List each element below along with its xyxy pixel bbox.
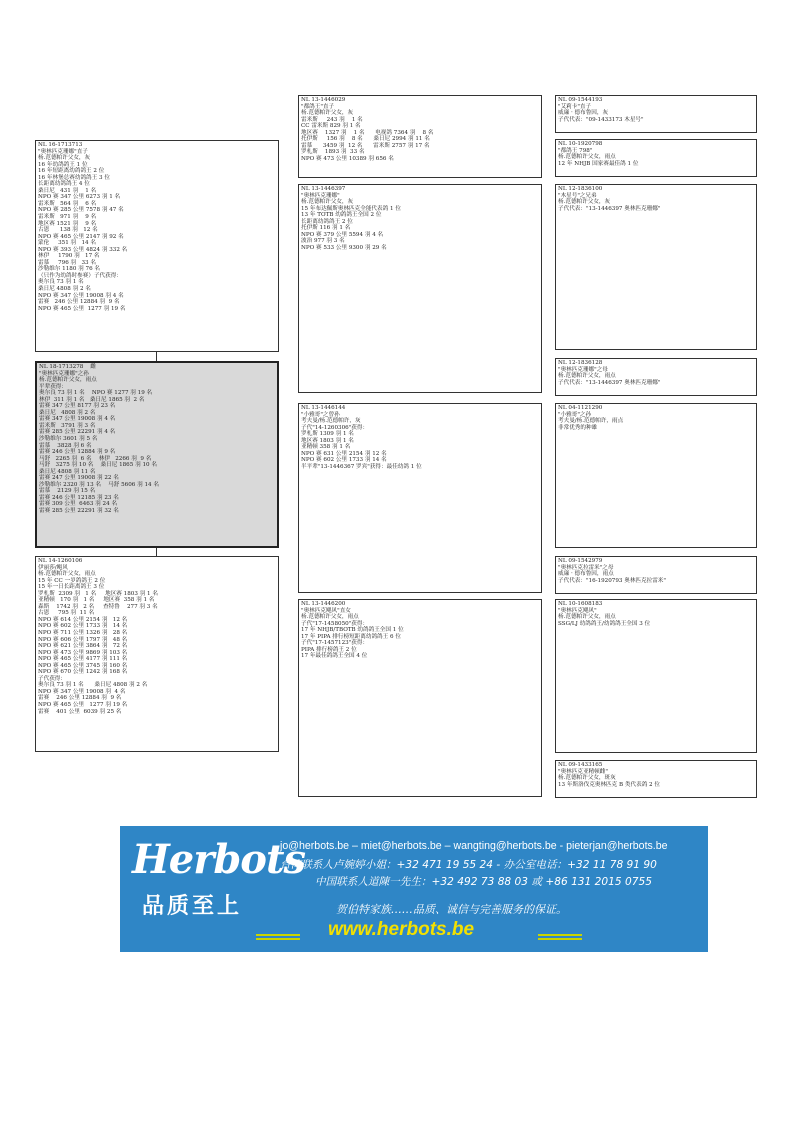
pedigree-ddd <box>555 599 757 753</box>
pedigree-line: 13 年 TOTB 幼鸽鸽王全国 2 位 <box>301 212 382 219</box>
pedigree-line: "艾莉卡"直子 <box>558 103 592 110</box>
pedigree-line: 子代代表："13-1446397 奥林匹克珊娜" <box>558 379 661 386</box>
pedigree-line: "奥林匹克拉雷米"之母 <box>558 564 614 571</box>
pedigree-line: SSG/LJ 幼鸽鸽王/幼鸽鸽王全国 3 位 <box>558 620 651 627</box>
pedigree-line: 杨.范德帕许父女，雨点 <box>558 373 616 380</box>
pedigree-line: 雷赛 401 公里 6039 羽 25 名 <box>38 708 122 715</box>
pedigree-subject <box>35 361 279 548</box>
pedigree-line: 托伊斯 156 羽 8 名 桑日尼 2994 羽 11 名 <box>301 136 430 143</box>
pedigree-line: 雷赛 285 公里 22291 羽 32 名 <box>39 508 119 515</box>
pedigree-line: NL 04-1121290 <box>558 405 603 411</box>
pedigree-ssd <box>555 139 757 177</box>
pedigree-line: 子代代表："16-1920793 奥林匹克拉雷米" <box>558 577 666 584</box>
pedigree-line: 威廉 · 德布鲁因，灰 <box>558 110 609 117</box>
pedigree-line: NPO 赛 379 公里 5594 羽 4 名 <box>301 231 384 238</box>
pedigree-line: "奥林匹克飓风" <box>558 607 597 614</box>
pedigree-line: 雷赛 246 公里 12884 羽 9 名 <box>38 695 122 702</box>
pedigree-sdd <box>555 358 757 396</box>
pedigree-line: 桑日尼 4808 羽 2 名 <box>38 286 91 293</box>
pedigree-line: 奥尔良 73 羽 1 名 <box>38 279 84 286</box>
tagline: 贺伯特家族……品质、诚信与完善服务的保证。 <box>336 903 567 916</box>
pedigree-line: 杨.范德帕许父女，雨点 <box>301 614 359 621</box>
pedigree-line: 杨.范德帕许父女，雨点 <box>558 154 616 161</box>
decorative-lines-right <box>538 934 582 940</box>
pedigree-line: "奥林匹克珊娜"之孙 <box>39 370 89 377</box>
pedigree-line: 沙勒维尔 2320 羽 13 名 马舒 5606 羽 14 名 <box>39 481 159 488</box>
slogan: 品质至上 <box>142 894 243 919</box>
pedigree-line: 雷米斯 243 羽 1 名 <box>301 116 363 123</box>
pedigree-line: 雷赛 246 公里 12185 羽 23 名 <box>39 494 119 501</box>
pedigree-line: NL 09-1433165 <box>558 762 603 768</box>
pedigree-line: 雷赛 247 公里 19008 羽 22 名 <box>39 475 119 482</box>
pedigree-line: PIPA 排行榜鸽王 2 位 <box>301 646 357 653</box>
pedigree-line: 杨.范德帕许父女，雨点 <box>558 614 616 621</box>
pedigree-line: "奥林匹克珊娜" <box>301 192 340 199</box>
pedigree-line: 杨.范德帕许父女，雨点 <box>38 571 96 578</box>
pedigree-line: NPO 赛 670 公里 1242 羽 168 名 <box>38 669 128 676</box>
pedigree-line: 伊丽莎/飓风 <box>38 564 68 571</box>
pedigree-line: 雷米斯 3791 羽 3 名 <box>39 422 96 429</box>
pedigree-line: 17 年 PIPA 排行榜短距离幼鸽鸽王 6 位 <box>301 633 401 640</box>
pedigree-line: NL 13-1446029 <box>301 97 346 103</box>
pedigree-line: "奥林匹克珊娜"之母 <box>558 366 608 373</box>
pedigree-line: NL 10-1920798 <box>558 141 603 147</box>
pedigree-line: 杨.范德帕许父女，灰 <box>301 110 354 117</box>
pedigree-line: 15 年布达佩斯奥林匹克全能代表鸽 1 位 <box>301 205 401 212</box>
pedigree-line: NL 13-1446200 <box>301 601 346 607</box>
connector <box>156 352 157 361</box>
pedigree-sire <box>35 140 279 352</box>
pedigree-line: （只作为幼鸽时参赛）子代获得： <box>38 272 122 279</box>
pedigree-line: NL 09-1542979 <box>558 558 603 564</box>
pedigree-line: "奥林匹克珊娜"直子 <box>38 148 88 155</box>
pedigree-line: 蒙伦 351 羽 14 名 <box>38 240 96 247</box>
website-link[interactable]: www.herbots.be <box>328 919 475 940</box>
pedigree-line: 地区赛 1803 羽 1 名 <box>301 437 354 444</box>
decorative-lines-left <box>256 934 300 940</box>
pedigree-line: 沙勒维尔 1180 羽 76 名 <box>38 266 101 273</box>
pedigree-line: 雷慕 3828 羽 6 名 <box>39 442 92 449</box>
connector <box>156 548 157 556</box>
pedigree-line: 考夫曼/杨.范德帕许，灰 <box>301 418 361 425</box>
pedigree-line: 平辈获得： <box>39 383 67 390</box>
pedigree-line: 罗札斯 2309 羽 1 名 地区赛 1803 羽 1 名 <box>38 590 158 597</box>
pedigree-line: 雷赛 347 公里 19008 羽 4 名 <box>39 416 116 423</box>
pedigree-line: 森斯 1742 羽 2 名 查特鲁 277 羽 3 名 <box>38 603 158 610</box>
pedigree-line: NPO 赛 465 公里 3745 羽 160 名 <box>38 662 128 669</box>
pedigree-line: NPO 赛 602 公里 1733 羽 14 名 <box>38 623 128 630</box>
pedigree-line: NPO 赛 631 公里 2154 羽 12 名 <box>301 450 387 457</box>
pedigree-line: "都鸽王 798" <box>558 147 593 154</box>
pedigree-line: "都鸽王"直子 <box>301 103 335 110</box>
pedigree-line: 15 年一日长距离鸽王 3 位 <box>38 584 105 591</box>
pedigree-sire-sire <box>298 95 542 178</box>
pedigree-line: NPO 赛 621 公里 3864 羽 72 名 <box>38 643 128 650</box>
pedigree-line: 古恩 138 羽 12 名 <box>38 227 98 234</box>
pedigree-line: NPO 赛 465 公里 1277 羽 19 名 <box>38 305 126 312</box>
pedigree-line: 桑日尼 4808 羽 2 名 <box>39 409 96 416</box>
pedigree-line: "木星号"之兄弟 <box>558 192 597 199</box>
pedigree-line: NPO 赛 533 公里 9300 羽 29 名 <box>301 244 387 251</box>
pedigree-line: NL 16-1713713 <box>38 142 83 148</box>
pedigree-line: NPO 赛 465 公里 2147 羽 92 名 <box>38 233 124 240</box>
pedigree-line: 亚精顿 358 羽 1 名 <box>301 444 351 451</box>
pedigree-line: 罗札斯 1309 羽 1 名 <box>301 431 354 438</box>
pedigree-line: 林伊 311 羽 1 名 桑日尼 1865 羽 2 名 <box>39 396 145 403</box>
contact-taiwan: 台湾联系人卢婉婷小姐：+32 471 19 55 24 - 办公室电话：+32 11 78 91 90 <box>280 859 657 871</box>
pedigree-line: 沙勒维尔 3601 羽 5 名 <box>39 436 98 443</box>
pedigree-line: 罗札斯 1893 羽 33 名 <box>301 149 365 156</box>
pedigree-line: 16 年短距离幼鸽鸽王 2 位 <box>38 168 105 175</box>
pedigree-line: NPO 赛 393 公里 4824 羽 332 名 <box>38 246 128 253</box>
pedigree-line: 12 年 NHJB 国家赛最佳鸽 1 位 <box>558 160 639 167</box>
pedigree-line: NL 13-1446397 <box>301 186 346 192</box>
pedigree-line: 地区赛 1327 羽 1 名 电视鸽 7364 羽 8 名 <box>301 129 434 136</box>
pedigree-line: NL 14-1260106 <box>38 558 83 564</box>
pedigree-line: NPO 赛 606 公里 1797 羽 48 名 <box>38 636 128 643</box>
pedigree-line: NPO 赛 347 公里 6273 羽 1 名 <box>38 194 121 201</box>
pedigree-line: 子代获得： <box>38 675 66 682</box>
pedigree-line: 威廉 · 德布鲁因，雨点 <box>558 571 614 578</box>
pedigree-line: 雷米斯 971 羽 9 名 <box>38 214 97 221</box>
pedigree-line: 16 年幼鸽鸽王 1 位 <box>38 161 88 168</box>
herbots-banner <box>120 826 708 952</box>
pedigree-line: 雷慕 796 羽 33 名 <box>38 259 96 266</box>
pedigree-line: NPO 赛 347 公里 19008 羽 4 名 <box>38 292 124 299</box>
pedigree-line: NPO 赛 465 公里 4177 羽 111 名 <box>38 656 128 663</box>
pedigree-line: NL 12-1836128 <box>558 360 603 366</box>
pedigree-line: 杨.范德帕许父女，雨点 <box>39 377 97 384</box>
pedigree-line: 子代"17-1457123"获得： <box>301 640 369 647</box>
pedigree-line: "奥林匹克飓风"直女 <box>301 607 351 614</box>
pedigree-line: NL 10-1608183 <box>558 601 603 607</box>
pedigree-line: 杨.范德帕许父女，斑灰 <box>558 775 616 782</box>
pedigree-line: NPO 赛 473 公里 10389 羽 656 名 <box>301 155 394 162</box>
pedigree-line: 半平辈"13-1446367 罗宾"获得：最佳幼鸽 1 位 <box>301 463 422 470</box>
pedigree-line: 雷赛 246 公里 12884 羽 9 名 <box>39 449 116 456</box>
pedigree-line: NPO 赛 347 公里 19008 羽 4 名 <box>38 688 126 695</box>
pedigree-line: NL 09-1544193 <box>558 97 603 103</box>
pedigree-line: NL 12-1836100 <box>558 186 603 192</box>
pedigree-dss <box>555 403 757 548</box>
pedigree-line: 雷赛 347 公里 8177 羽 23 名 <box>39 403 116 410</box>
pedigree-line: 雷慕 2129 羽 15 名 <box>39 488 96 495</box>
pedigree-line: 长距离幼鸽鸽王 2 位 <box>301 218 353 225</box>
pedigree-line: "小雅哥"之曾孙 <box>301 411 340 418</box>
pedigree-line: 长距离幼鸽鸽王 4 位 <box>38 181 90 188</box>
pedigree-line: 13 年斯洛伐克奥林匹克 B 类代表鸽 2 位 <box>558 781 660 788</box>
pedigree-sds <box>555 184 757 350</box>
pedigree-line: 子代代表："13-1446397 奥林匹克珊娜" <box>558 205 661 212</box>
pedigree-sss <box>555 95 757 133</box>
pedigree-line: NPO 赛 285 公里 7578 羽 47 名 <box>38 207 124 214</box>
pedigree-line: 托伊斯 116 羽 1 名 <box>301 225 351 232</box>
pedigree-line: 桑日尼 4808 羽 11 名 <box>39 468 96 475</box>
pedigree-line: 波治 977 羽 3 名 <box>301 238 345 245</box>
pedigree-line: 马舒 2265 羽 6 名 林伊 2266 羽 9 名 <box>39 455 152 462</box>
pedigree-line: NPO 赛 711 公里 1326 羽 28 名 <box>38 630 128 637</box>
pedigree-dam <box>35 556 279 752</box>
pedigree-line: 古恩 795 羽 11 名 <box>38 610 95 617</box>
pedigree-line: 雷赛 246 公里 12884 羽 9 名 <box>38 299 120 306</box>
pedigree-line: NPO 赛 614 公里 2154 羽 12 名 <box>38 616 128 623</box>
pedigree-line: "奥林匹克亚精顿雌" <box>558 768 608 775</box>
pedigree-line: 杨.范德帕许父女，灰 <box>558 199 611 206</box>
pedigree-line: 16 年林堡总赛幼鸽鸽王 3 位 <box>38 174 110 181</box>
pedigree-line: 杨.范德帕许父女，灰 <box>38 155 91 162</box>
pedigree-line: 奥尔良 73 羽 1 名 NPO 赛 1277 羽 19 名 <box>39 390 153 397</box>
pedigree-line: 雷赛 309 公里 6463 羽 24 名 <box>39 501 118 508</box>
pedigree-line: "小雅哥"之孙 <box>558 411 592 418</box>
pedigree-line: 林伊 1790 羽 17 名 <box>38 253 100 260</box>
pedigree-line: 杨.范德帕许父女，灰 <box>301 199 354 206</box>
pedigree-line: 子代"17-1458050"获得： <box>301 620 369 627</box>
contact-china: 中国联系人道陳一先生：+32 492 73 88 03 或 +86 131 2015 0755 <box>315 876 652 888</box>
pedigree-line: 桑日尼 431 羽 1 名 <box>38 187 97 194</box>
contact-emails[interactable]: jo@herbots.be – miet@herbots.be – wangting@herbots.be - pieterjan@herbots.be <box>280 840 668 852</box>
pedigree-line: 地区赛 1521 羽 9 名 <box>38 220 97 227</box>
pedigree-line: NPO 赛 473 公里 9869 羽 103 名 <box>38 649 128 656</box>
pedigree-line: 17 年 NHJB/TBOTB 幼鸽鸽王全国 1 位 <box>301 627 404 634</box>
pedigree-line: NL 18-1713278 雌 <box>39 364 97 370</box>
pedigree-line: 马舒 3275 羽 10 名 桑日尼 1865 羽 10 名 <box>39 462 157 469</box>
pedigree-dam-sire <box>298 403 542 593</box>
pedigree-line: 雷赛 285 公里 22291 羽 4 名 <box>39 429 116 436</box>
herbots-logo: Herbots <box>132 836 305 883</box>
pedigree-line: 17 年最佳鸽鸽王全国 4 位 <box>301 653 368 660</box>
pedigree-dam-dam <box>298 599 542 797</box>
pedigree-line: 子代代表："09-1433173 木星号" <box>558 116 644 123</box>
pedigree-line: NL 13-1446144 <box>301 405 346 411</box>
pedigree-sire-dam <box>298 184 542 393</box>
pedigree-dds <box>555 556 757 594</box>
pedigree-line: 15 年 CC 一岁鸽鸽王 2 位 <box>38 577 106 584</box>
pedigree-extra <box>555 760 757 798</box>
pedigree-line: 亚精顿 170 羽 1 名 地区赛 358 羽 1 名 <box>38 597 155 604</box>
pedigree-line: CC 雷米斯 829 羽 1 名 <box>301 123 361 130</box>
pedigree-line: NPO 赛 465 公里 1277 羽 19 名 <box>38 702 128 709</box>
pedigree-line: 雷米斯 564 羽 6 名 <box>38 200 97 207</box>
pedigree-line: 考夫曼/杨.范德帕许，雨点 <box>558 418 624 425</box>
pedigree-line: 非常优秀的种雄 <box>558 424 598 431</box>
pedigree-line: 雷慕 3459 羽 12 名 雷米斯 2757 羽 17 名 <box>301 142 430 149</box>
pedigree-line: 子代"14-1260306"获得： <box>301 424 369 431</box>
pedigree-line: NPO 赛 602 公里 1733 羽 14 名 <box>301 457 387 464</box>
pedigree-line: 奥尔良 73 羽 1 名 桑日尼 4808 羽 2 名 <box>38 682 148 689</box>
